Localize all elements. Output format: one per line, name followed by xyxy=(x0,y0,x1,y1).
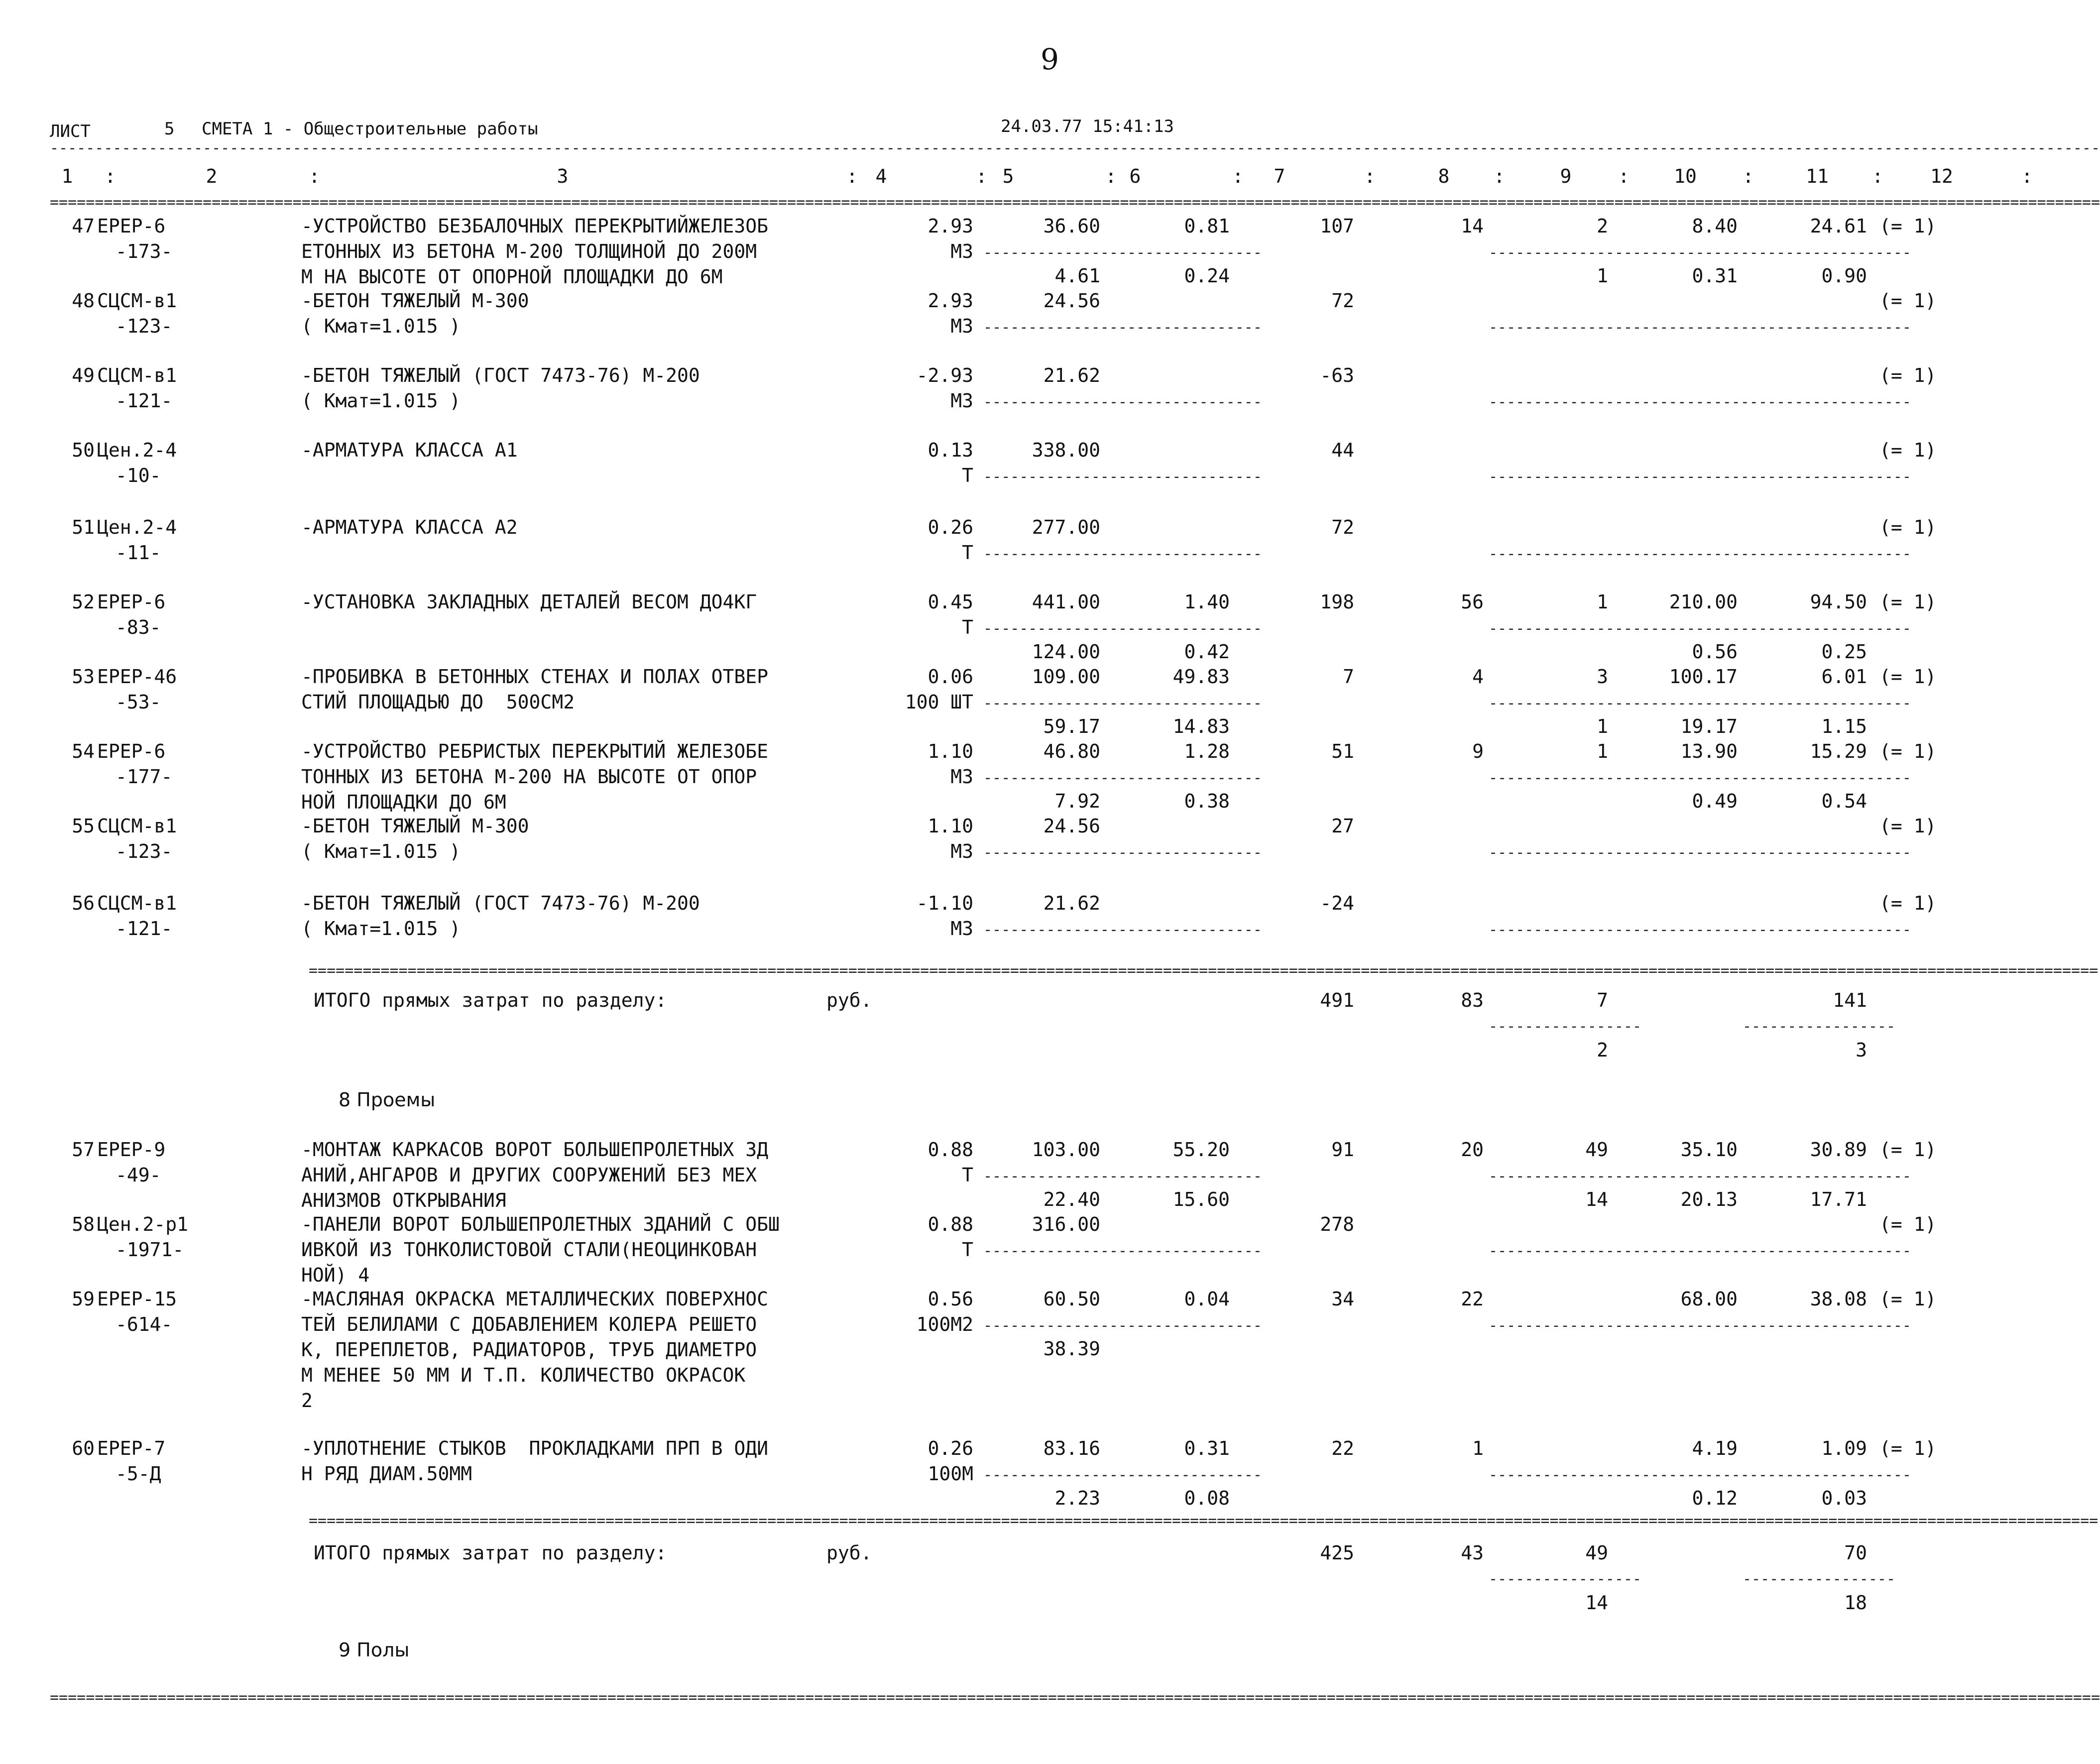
sub-value-col-5: 38.39 xyxy=(1043,1338,1100,1360)
column-header-6: 6 xyxy=(1129,165,1141,187)
quantity: 0.56 xyxy=(928,1288,973,1310)
value-col-6: 1.28 xyxy=(1184,740,1230,762)
unit: 100 ШТ xyxy=(905,691,973,713)
sub-value-col-5: 124.00 xyxy=(1032,641,1100,663)
rate-code: Цен.2-4 xyxy=(97,516,177,538)
value-col-11: 30.89 xyxy=(1810,1139,1867,1161)
quantity: 0.26 xyxy=(928,1437,973,1459)
value-col-6: 0.81 xyxy=(1184,215,1230,237)
rate-subcode: -121- xyxy=(116,390,173,412)
cost-divider: ------------------------------- xyxy=(983,1317,1262,1334)
total-col-7: 491 xyxy=(1320,989,1354,1011)
total-col-9: 49 xyxy=(1585,1542,1608,1564)
cost-divider: ----------------------------------------------- xyxy=(1489,695,1911,712)
print-datetime: 24.03.77 15:41:13 xyxy=(1001,117,1174,136)
sub-value-col-11: 1.15 xyxy=(1821,715,1867,737)
work-description: ( Кмат=1.015 ) xyxy=(301,390,461,412)
sub-value-col-5: 59.17 xyxy=(1043,715,1100,737)
value-col-8: 9 xyxy=(1472,740,1484,762)
rate-subcode: -177- xyxy=(116,766,173,788)
value-col-11: 24.61 xyxy=(1810,215,1867,237)
column-header-9: 9 xyxy=(1560,165,1572,187)
value-col-5: 277.00 xyxy=(1032,516,1100,538)
rate-code: ЕРЕР-6 xyxy=(97,215,166,237)
column-header-5: 5 xyxy=(1002,165,1014,187)
value-col-9: 1 xyxy=(1597,740,1608,762)
column-separator: : xyxy=(309,165,320,187)
value-col-5: 24.56 xyxy=(1043,290,1100,312)
work-description: 2 xyxy=(301,1390,313,1411)
coefficient: (= 1) xyxy=(1879,290,1937,312)
value-col-5: 36.60 xyxy=(1043,215,1100,237)
sub-value-col-6: 0.42 xyxy=(1184,641,1230,663)
sheet-label: ЛИСТ xyxy=(50,121,91,141)
document-title: СМЕТА 1 - Общестроительные работы xyxy=(202,119,538,139)
value-col-11: 15.29 xyxy=(1810,740,1867,762)
cost-divider: ------------------------------- xyxy=(983,319,1262,336)
value-col-8: 22 xyxy=(1461,1288,1484,1310)
work-description: ТЕЙ БЕЛИЛАМИ С ДОБАВЛЕНИЕМ КОЛЕРА РЕШЕТО xyxy=(301,1313,757,1335)
unit: М3 xyxy=(950,240,973,262)
unit: 100М xyxy=(928,1463,973,1485)
value-col-7: 44 xyxy=(1331,439,1354,461)
cost-divider: ------------------------------- xyxy=(983,468,1262,485)
value-col-10: 100.17 xyxy=(1669,666,1738,688)
work-description: -УСТРОЙСТВО РЕБРИСТЫХ ПЕРЕКРЫТИЙ ЖЕЛЕЗОБЕ xyxy=(301,740,768,762)
work-description: -БЕТОН ТЯЖЕЛЫЙ (ГОСТ 7473-76) М-200 xyxy=(301,892,700,914)
work-description: ИВКОЙ ИЗ ТОНКОЛИСТОВОЙ СТАЛИ(НЕОЦИНКОВАН xyxy=(301,1239,757,1261)
section-rule: ======================================================================================================================================================================================================= xyxy=(309,1512,2099,1529)
sub-value-col-5: 2.23 xyxy=(1054,1487,1100,1509)
sub-value-col-5: 22.40 xyxy=(1043,1188,1100,1210)
value-col-6: 49.83 xyxy=(1172,666,1230,688)
value-col-8: 14 xyxy=(1461,215,1484,237)
value-col-6: 55.20 xyxy=(1172,1139,1230,1161)
column-header-7: 7 xyxy=(1274,165,1285,187)
value-col-7: 51 xyxy=(1331,740,1354,762)
total-col-8: 83 xyxy=(1461,989,1484,1011)
work-description: -УПЛОТНЕНИЕ СТЫКОВ ПРОКЛАДКАМИ ПРП В ОДИ xyxy=(301,1437,768,1459)
column-separator: : xyxy=(846,165,858,187)
coefficient: (= 1) xyxy=(1879,1288,1937,1310)
rate-subcode: -49- xyxy=(116,1164,161,1186)
sub-value-col-6: 14.83 xyxy=(1172,715,1230,737)
unit: Т xyxy=(962,465,973,486)
rate-subcode: -5-Д xyxy=(116,1463,161,1485)
value-col-11: 1.09 xyxy=(1821,1437,1867,1459)
cost-divider: ------------------------------- xyxy=(983,1242,1262,1260)
unit: М3 xyxy=(950,840,973,862)
rate-code: ЕРЕР-6 xyxy=(97,740,166,762)
totals-divider: ----------------- xyxy=(1743,1570,1896,1588)
total-col-11: 70 xyxy=(1844,1542,1867,1564)
rate-code: СЦСМ-в1 xyxy=(97,290,177,312)
value-col-6: 0.31 xyxy=(1184,1437,1230,1459)
sub-value-col-6: 0.08 xyxy=(1184,1487,1230,1509)
work-description: АНИЗМОВ ОТКРЫВАНИЯ xyxy=(301,1189,506,1211)
sub-value-col-9: 1 xyxy=(1597,265,1608,287)
unit: М3 xyxy=(950,390,973,412)
value-col-5: 338.00 xyxy=(1032,439,1100,461)
column-separator: : xyxy=(1872,165,1883,187)
quantity: 1.10 xyxy=(928,815,973,837)
unit: Т xyxy=(962,1239,973,1261)
value-col-9: 1 xyxy=(1597,591,1608,613)
value-col-7: 107 xyxy=(1320,215,1354,237)
value-col-8: 1 xyxy=(1472,1437,1484,1459)
totals-label: ИТОГО прямых затрат по разделу: xyxy=(314,989,667,1011)
row-number: 56 xyxy=(72,892,95,914)
rate-subcode: -11- xyxy=(116,542,161,564)
column-header-1: 1 xyxy=(61,165,73,187)
work-description: -БЕТОН ТЯЖЕЛЫЙ М-300 xyxy=(301,290,529,312)
work-description: ( Кмат=1.015 ) xyxy=(301,840,461,862)
sub-value-col-9: 14 xyxy=(1585,1188,1608,1210)
column-header-12: 12 xyxy=(1930,165,1953,187)
coefficient: (= 1) xyxy=(1879,892,1937,914)
coefficient: (= 1) xyxy=(1879,364,1937,386)
unit: 100М2 xyxy=(916,1313,973,1335)
cost-divider: ------------------------------- xyxy=(983,1466,1262,1484)
work-description: -УСТРОЙСТВО БЕЗБАЛОЧНЫХ ПЕРЕКРЫТИЙЖЕЛЕЗОБ xyxy=(301,215,768,237)
total-col-11: 141 xyxy=(1833,989,1867,1011)
work-description: М МЕНЕЕ 50 ММ И Т.П. КОЛИЧЕСТВО ОКРАСОК xyxy=(301,1364,746,1386)
row-number: 50 xyxy=(72,439,95,461)
sub-value-col-10: 19.17 xyxy=(1680,715,1738,737)
cost-divider: ----------------------------------------------- xyxy=(1489,1168,1911,1185)
work-description: -АРМАТУРА КЛАССА А1 xyxy=(301,439,518,461)
work-description: -БЕТОН ТЯЖЕЛЫЙ (ГОСТ 7473-76) М-200 xyxy=(301,364,700,386)
rate-subcode: -614- xyxy=(116,1313,173,1335)
section-heading: 9 Полы xyxy=(339,1639,410,1661)
column-separator: : xyxy=(1232,165,1244,187)
rate-code: Цен.2-р1 xyxy=(97,1213,189,1235)
cost-divider: ----------------------------------------------- xyxy=(1489,244,1911,261)
cost-divider: ------------------------------- xyxy=(983,695,1262,712)
work-description: -МОНТАЖ КАРКАСОВ ВОРОТ БОЛЬШЕПРОЛЕТНЫХ ЗД xyxy=(301,1139,768,1161)
sub-value-col-10: 20.13 xyxy=(1680,1188,1738,1210)
unit: М3 xyxy=(950,315,973,337)
row-number: 47 xyxy=(72,215,95,237)
value-col-5: 21.62 xyxy=(1043,892,1100,914)
header-rule: ------------------------------------------------------------------------------------------------------------------------------------------------------------------------------------------------------------------------------------ xyxy=(50,139,2100,157)
value-col-8: 20 xyxy=(1461,1139,1484,1161)
rate-subcode: -123- xyxy=(116,315,173,337)
value-col-5: 441.00 xyxy=(1032,591,1100,613)
sub-value-col-5: 4.61 xyxy=(1054,265,1100,287)
row-number: 48 xyxy=(72,290,95,312)
value-col-11: 38.08 xyxy=(1810,1288,1867,1310)
coefficient: (= 1) xyxy=(1879,666,1937,688)
column-separator: : xyxy=(1364,165,1376,187)
cost-divider: ----------------------------------------------- xyxy=(1489,1466,1911,1484)
column-separator: : xyxy=(105,165,116,187)
sub-value-col-11: 0.03 xyxy=(1821,1487,1867,1509)
unit: Т xyxy=(962,616,973,638)
unit: Т xyxy=(962,1164,973,1186)
value-col-7: 91 xyxy=(1331,1139,1354,1161)
value-col-7: -24 xyxy=(1320,892,1354,914)
sub-value-col-5: 7.92 xyxy=(1054,790,1100,812)
value-col-10: 68.00 xyxy=(1680,1288,1738,1310)
totals-divider: ----------------- xyxy=(1489,1570,1642,1588)
quantity: 0.88 xyxy=(928,1139,973,1161)
work-description: М НА ВЫСОТЕ ОТ ОПОРНОЙ ПЛОЩАДКИ ДО 6М xyxy=(301,266,723,288)
column-separator: : xyxy=(1618,165,1630,187)
row-number: 60 xyxy=(72,1437,95,1459)
sub-value-col-11: 0.25 xyxy=(1821,641,1867,663)
value-col-5: 21.62 xyxy=(1043,364,1100,386)
column-header-8: 8 xyxy=(1438,165,1450,187)
sub-value-col-10: 0.31 xyxy=(1692,265,1738,287)
sub-value-col-6: 0.38 xyxy=(1184,790,1230,812)
work-description: К, ПЕРЕПЛЕТОВ, РАДИАТОРОВ, ТРУБ ДИАМЕТРО xyxy=(301,1339,757,1361)
row-number: 54 xyxy=(72,740,95,762)
rate-code: ЕРЕР-9 xyxy=(97,1139,166,1161)
value-col-10: 210.00 xyxy=(1669,591,1738,613)
work-description: ( Кмат=1.015 ) xyxy=(301,315,461,337)
rate-code: ЕРЕР-46 xyxy=(97,666,177,688)
value-col-6: 0.04 xyxy=(1184,1288,1230,1310)
rate-subcode: -83- xyxy=(116,616,161,638)
cost-divider: ------------------------------- xyxy=(983,620,1262,637)
quantity: 0.26 xyxy=(928,516,973,538)
cost-divider: ----------------------------------------------- xyxy=(1489,921,1911,939)
coefficient: (= 1) xyxy=(1879,516,1937,538)
total-col-9: 7 xyxy=(1597,989,1608,1011)
rate-code: СЦСМ-в1 xyxy=(97,815,177,837)
coefficient: (= 1) xyxy=(1879,1213,1937,1235)
rate-subcode: -173- xyxy=(116,240,173,262)
coefficient: (= 1) xyxy=(1879,815,1937,837)
value-col-7: 34 xyxy=(1331,1288,1354,1310)
cost-divider: ------------------------------- xyxy=(983,769,1262,787)
sub-value-col-6: 0.24 xyxy=(1184,265,1230,287)
column-header-3: 3 xyxy=(557,165,569,187)
work-description: -МАСЛЯНАЯ ОКРАСКА МЕТАЛЛИЧЕСКИХ ПОВЕРХНОС xyxy=(301,1288,768,1310)
totals-currency: руб. xyxy=(826,1542,872,1564)
quantity: 1.10 xyxy=(928,740,973,762)
row-number: 59 xyxy=(72,1288,95,1310)
column-header-4: 4 xyxy=(875,165,887,187)
rate-subcode: -10- xyxy=(116,465,161,486)
rate-subcode: -53- xyxy=(116,691,161,713)
column-header-2: 2 xyxy=(206,165,218,187)
work-description: -ПАНЕЛИ ВОРОТ БОЛЬШЕПРОЛЕТНЫХ ЗДАНИЙ С ОБШ xyxy=(301,1213,780,1235)
cost-divider: ------------------------------- xyxy=(983,1168,1262,1185)
cost-divider: ----------------------------------------------- xyxy=(1489,468,1911,485)
work-description: -АРМАТУРА КЛАССА А2 xyxy=(301,516,518,538)
page-number: 9 xyxy=(1041,42,1059,76)
unit: М3 xyxy=(950,918,973,940)
totals-divider: ----------------- xyxy=(1743,1018,1896,1035)
cost-divider: ----------------------------------------------- xyxy=(1489,844,1911,861)
value-col-9: 2 xyxy=(1597,215,1608,237)
value-col-10: 4.19 xyxy=(1692,1437,1738,1459)
value-col-8: 56 xyxy=(1461,591,1484,613)
work-description: -БЕТОН ТЯЖЕЛЫЙ М-300 xyxy=(301,815,529,837)
cost-divider: ------------------------------- xyxy=(983,244,1262,261)
work-description: СТИЙ ПЛОЩАДЬЮ ДО 500СМ2 xyxy=(301,691,575,713)
sub-value-col-9: 1 xyxy=(1597,715,1608,737)
value-col-11: 94.50 xyxy=(1810,591,1867,613)
cost-divider: ----------------------------------------------- xyxy=(1489,545,1911,563)
cost-divider: ----------------------------------------------- xyxy=(1489,319,1911,336)
row-number: 55 xyxy=(72,815,95,837)
rate-subcode: -121- xyxy=(116,918,173,940)
rate-code: Цен.2-4 xyxy=(97,439,177,461)
value-col-5: 109.00 xyxy=(1032,666,1100,688)
column-separator: : xyxy=(2021,165,2033,187)
cost-divider: ------------------------------- xyxy=(983,844,1262,861)
column-header-rule: ==================================================================================================================================================================================================================================== xyxy=(50,194,2100,211)
value-col-7: 72 xyxy=(1331,290,1354,312)
work-description: ЕТОННЫХ ИЗ БЕТОНА М-200 ТОЛЩИНОЙ ДО 200М xyxy=(301,240,757,262)
page-bottom-rule: ==================================================================================================================================================================================================================================== xyxy=(50,1689,2100,1706)
rate-subcode: -123- xyxy=(116,840,173,862)
work-description: ТОННЫХ ИЗ БЕТОНА М-200 НА ВЫСОТЕ ОТ ОПОР xyxy=(301,766,757,788)
quantity: 2.93 xyxy=(928,215,973,237)
quantity: 0.13 xyxy=(928,439,973,461)
total-sub-col-11: 3 xyxy=(1856,1039,1867,1061)
work-description: НОЙ ПЛОЩАДКИ ДО 6М xyxy=(301,791,506,813)
total-sub-col-9: 2 xyxy=(1597,1039,1608,1061)
sub-value-col-10: 0.56 xyxy=(1692,641,1738,663)
cost-divider: ------------------------------- xyxy=(983,921,1262,939)
row-number: 57 xyxy=(72,1139,95,1161)
unit: М3 xyxy=(950,766,973,788)
work-description: НОЙ) 4 xyxy=(301,1264,370,1286)
total-col-7: 425 xyxy=(1320,1542,1354,1564)
totals-label: ИТОГО прямых затрат по разделу: xyxy=(314,1542,667,1564)
total-sub-col-9: 14 xyxy=(1585,1592,1608,1614)
totals-currency: руб. xyxy=(826,989,872,1011)
cost-divider: ----------------------------------------------- xyxy=(1489,769,1911,787)
quantity: 0.06 xyxy=(928,666,973,688)
value-col-6: 1.40 xyxy=(1184,591,1230,613)
totals-divider: ----------------- xyxy=(1489,1018,1642,1035)
cost-divider: ----------------------------------------------- xyxy=(1489,1242,1911,1260)
work-description: Н РЯД ДИАМ.50ММ xyxy=(301,1463,472,1485)
sub-value-col-10: 0.12 xyxy=(1692,1487,1738,1509)
value-col-8: 4 xyxy=(1472,666,1484,688)
section-rule: ======================================================================================================================================================================================================= xyxy=(309,962,2099,979)
coefficient: (= 1) xyxy=(1879,740,1937,762)
quantity: 0.88 xyxy=(928,1213,973,1235)
row-number: 49 xyxy=(72,364,95,386)
value-col-7: 278 xyxy=(1320,1213,1354,1235)
value-col-7: 27 xyxy=(1331,815,1354,837)
value-col-7: 7 xyxy=(1343,666,1354,688)
rate-code: СЦСМ-в1 xyxy=(97,892,177,914)
cost-divider: ----------------------------------------------- xyxy=(1489,620,1911,637)
quantity: 2.93 xyxy=(928,290,973,312)
cost-divider: ------------------------------- xyxy=(983,393,1262,411)
sub-value-col-10: 0.49 xyxy=(1692,790,1738,812)
value-col-5: 103.00 xyxy=(1032,1139,1100,1161)
row-number: 51 xyxy=(72,516,95,538)
rate-subcode: -1971- xyxy=(116,1239,184,1261)
value-col-9: 49 xyxy=(1585,1139,1608,1161)
value-col-5: 316.00 xyxy=(1032,1213,1100,1235)
row-number: 53 xyxy=(72,666,95,688)
sub-value-col-11: 0.90 xyxy=(1821,265,1867,287)
quantity: -1.10 xyxy=(916,892,973,914)
value-col-7: -63 xyxy=(1320,364,1354,386)
column-separator: : xyxy=(1105,165,1117,187)
column-header-10: 10 xyxy=(1674,165,1697,187)
sub-value-col-11: 0.54 xyxy=(1821,790,1867,812)
value-col-7: 22 xyxy=(1331,1437,1354,1459)
value-col-5: 83.16 xyxy=(1043,1437,1100,1459)
work-description: ( Кмат=1.015 ) xyxy=(301,918,461,940)
unit: Т xyxy=(962,542,973,564)
total-col-8: 43 xyxy=(1461,1542,1484,1564)
total-sub-col-11: 18 xyxy=(1844,1592,1867,1614)
value-col-7: 198 xyxy=(1320,591,1354,613)
value-col-5: 46.80 xyxy=(1043,740,1100,762)
coefficient: (= 1) xyxy=(1879,1437,1937,1459)
quantity: -2.93 xyxy=(916,364,973,386)
sub-value-col-6: 15.60 xyxy=(1172,1188,1230,1210)
section-heading: 8 Проемы xyxy=(339,1089,436,1111)
column-separator: : xyxy=(1743,165,1754,187)
cost-divider: ----------------------------------------------- xyxy=(1489,1317,1911,1334)
coefficient: (= 1) xyxy=(1879,439,1937,461)
row-number: 58 xyxy=(72,1213,95,1235)
quantity: 0.45 xyxy=(928,591,973,613)
column-separator: : xyxy=(1494,165,1505,187)
value-col-10: 35.10 xyxy=(1680,1139,1738,1161)
sheet-number: 5 xyxy=(164,119,175,139)
coefficient: (= 1) xyxy=(1879,215,1937,237)
work-description: АНИЙ,АНГАРОВ И ДРУГИХ СООРУЖЕНИЙ БЕЗ МЕХ xyxy=(301,1164,757,1186)
value-col-5: 24.56 xyxy=(1043,815,1100,837)
column-header-11: 11 xyxy=(1806,165,1829,187)
column-separator: : xyxy=(976,165,987,187)
value-col-5: 60.50 xyxy=(1043,1288,1100,1310)
cost-divider: ----------------------------------------------- xyxy=(1489,393,1911,411)
cost-divider: ------------------------------- xyxy=(983,545,1262,563)
coefficient: (= 1) xyxy=(1879,591,1937,613)
sub-value-col-11: 17.71 xyxy=(1810,1188,1867,1210)
value-col-10: 13.90 xyxy=(1680,740,1738,762)
value-col-10: 8.40 xyxy=(1692,215,1738,237)
rate-code: ЕРЕР-15 xyxy=(97,1288,177,1310)
work-description: -УСТАНОВКА ЗАКЛАДНЫХ ДЕТАЛЕЙ ВЕСОМ ДО4КГ xyxy=(301,591,757,613)
value-col-11: 6.01 xyxy=(1821,666,1867,688)
rate-code: ЕРЕР-7 xyxy=(97,1437,166,1459)
row-number: 52 xyxy=(72,591,95,613)
value-col-7: 72 xyxy=(1331,516,1354,538)
rate-code: СЦСМ-в1 xyxy=(97,364,177,386)
rate-code: ЕРЕР-6 xyxy=(97,591,166,613)
coefficient: (= 1) xyxy=(1879,1139,1937,1161)
work-description: -ПРОБИВКА В БЕТОННЫХ СТЕНАХ И ПОЛАХ ОТВЕР xyxy=(301,666,768,688)
value-col-9: 3 xyxy=(1597,666,1608,688)
